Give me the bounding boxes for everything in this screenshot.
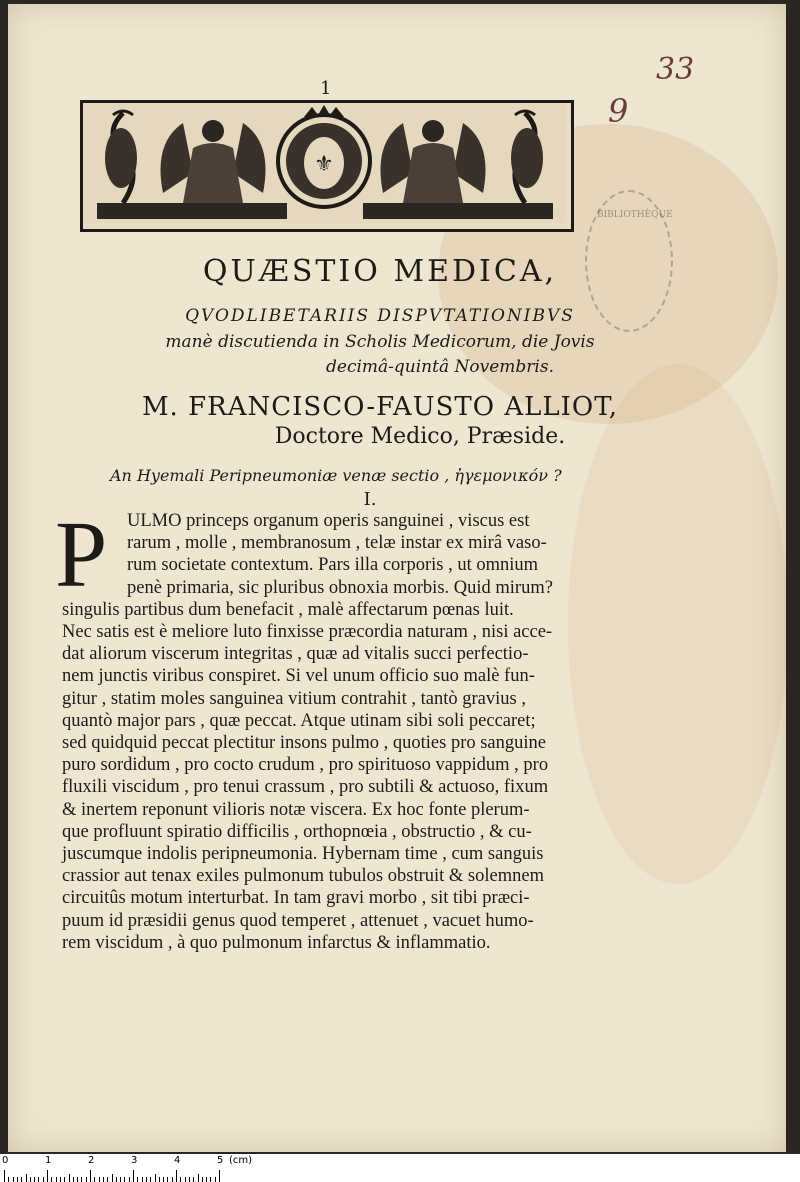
ruler-tick	[73, 1177, 74, 1182]
ruler-tick	[4, 1170, 5, 1182]
ruler-label: 3	[131, 1155, 138, 1166]
scale-ruler	[0, 1154, 800, 1182]
body-line: ULMO princeps organum operis sanguinei , viscus est	[127, 511, 530, 531]
svg-text:⚜: ⚜	[314, 152, 334, 177]
handwritten-folio-number: 33	[656, 52, 695, 87]
ruler-tick	[51, 1177, 52, 1182]
ruler-tick	[219, 1170, 220, 1182]
ruler-label: 2	[88, 1155, 95, 1166]
page-number: 1	[320, 78, 332, 99]
ruler-tick	[193, 1177, 194, 1182]
ruler-tick	[176, 1170, 177, 1182]
ruler-tick	[43, 1177, 44, 1182]
body-line: singulis partibus dum benefacit , malè affectarum pœnas luit.	[62, 599, 514, 620]
ruler-tick	[189, 1177, 190, 1182]
ruler-tick	[146, 1177, 147, 1182]
ruler-unit: (cm)	[229, 1155, 253, 1166]
ruler-tick	[103, 1177, 104, 1182]
ruler-tick	[120, 1177, 121, 1182]
ruler-tick	[17, 1177, 18, 1182]
body-line: puro sordidum , pro cocto crudum , pro spirituoso vappidum , pro	[62, 755, 549, 776]
ruler-label: 5	[217, 1155, 224, 1166]
ruler-tick	[137, 1177, 138, 1182]
ruler-tick	[129, 1177, 130, 1182]
ruler-tick	[150, 1177, 151, 1182]
ruler-tick	[185, 1177, 186, 1182]
section-number: I.	[363, 489, 377, 510]
ruler-tick	[13, 1177, 14, 1182]
ruler-tick	[107, 1177, 108, 1182]
ruler-tick	[86, 1177, 87, 1182]
ruler-tick	[60, 1177, 61, 1182]
ruler-tick	[163, 1177, 164, 1182]
ruler-tick	[142, 1177, 143, 1182]
question-heading: An Hyemali Peripneumoniæ venæ sectio , ἡγεμονικόν ?	[110, 466, 562, 485]
ruler-tick	[215, 1177, 216, 1182]
ruler-tick	[99, 1177, 100, 1182]
drop-cap: P	[55, 503, 108, 607]
body-line: rem viscidum , à quo pulmonum infarctus & inflammatio.	[62, 932, 491, 953]
ruler-tick	[90, 1170, 91, 1182]
ruler-tick	[167, 1177, 168, 1182]
ruler-tick	[77, 1177, 78, 1182]
body-line: nem junctis viribus conspiret. Si vel unum officio suo malè fun-	[62, 666, 535, 687]
document-title: QUÆSTIO MEDICA,	[202, 254, 558, 289]
ruler-tick	[210, 1177, 211, 1182]
ruler-tick	[155, 1174, 156, 1182]
body-line: juscumque indolis peripneumonia. Hybernam time , cum sanguis	[62, 844, 544, 864]
stamp-text: BIBLIOTHÈQUE	[597, 210, 673, 220]
body-line: fluxili viscidum , pro tenui crassum , pro subtili & actuoso, fixum	[62, 777, 549, 798]
ruler-tick	[124, 1177, 125, 1182]
body-line: gitur , statim moles sanguinea vitium contrahit , tantò gravius ,	[62, 688, 526, 709]
body-line: penè primaria, sic pluribus obnoxia morbis. Quid mirum?	[127, 577, 553, 598]
ruler-tick	[64, 1177, 65, 1182]
ruler-tick	[180, 1177, 181, 1182]
ruler-tick	[38, 1177, 39, 1182]
ruler-tick	[56, 1177, 57, 1182]
ruler-tick	[34, 1177, 35, 1182]
president-role: Doctore Medico, Præside.	[274, 424, 566, 449]
ruler-tick	[206, 1177, 207, 1182]
ruler-tick	[94, 1177, 95, 1182]
ruler-tick	[159, 1177, 160, 1182]
body-line: Nec satis est è meliore luto finxisse præcordia naturam , nisi acce-	[62, 622, 553, 642]
subtitle-line: decimâ-quintâ Novembris.	[326, 357, 554, 377]
subtitle-line: QVODLIBETARIIS DISPVTATIONIBVS	[185, 306, 575, 326]
body-line: & inertem reponunt vilioris notæ viscera. Ex hoc fonte plerum-	[62, 799, 530, 820]
body-line: rarum , molle , membranosum , telæ instar ex mirâ vaso-	[127, 533, 547, 554]
president-name: M. FRANCISCO-FAUSTO ALLIOT,	[141, 392, 619, 422]
subtitle-line: manè discutienda in Scholis Medicorum, die Jovis	[165, 332, 595, 352]
body-line: sed quidquid peccat plectitur insons pulmo , quoties pro sanguine	[62, 733, 546, 753]
ruler-tick	[21, 1177, 22, 1182]
ruler-tick	[30, 1177, 31, 1182]
ruler-tick	[172, 1177, 173, 1182]
ruler-label: 4	[174, 1155, 181, 1166]
body-line: que profluunt spiratio difficilis , orthopnœia , obstructio , & cu-	[62, 821, 532, 842]
ruler-tick	[133, 1170, 134, 1182]
body-line: circuitûs motum interturbat. In tam gravi morbo , sit tibi præci-	[62, 888, 530, 909]
headpiece-engraving	[83, 103, 565, 223]
ruler-tick	[202, 1177, 203, 1182]
ruler-tick	[112, 1174, 113, 1182]
body-line: crassior aut tenax exiles pulmonum tubulos obstruit & solemnem	[62, 866, 544, 887]
ruler-tick	[198, 1174, 199, 1182]
ruler-label: 0	[2, 1155, 9, 1166]
ruler-label: 1	[45, 1155, 52, 1166]
ruler-tick	[69, 1174, 70, 1182]
ruler-tick	[116, 1177, 117, 1182]
handwritten-side-number: 9	[608, 92, 629, 130]
body-line: puum id præsidii genus quod temperet , attenuet , vacuet humo-	[62, 910, 534, 931]
ruler-tick	[81, 1177, 82, 1182]
body-line: rum societate contextum. Pars illa corporis , ut omnium	[127, 555, 539, 576]
ruler-tick	[26, 1174, 27, 1182]
body-line: quantò major pars , quæ peccat. Atque utinam sibi soli peccaret;	[62, 710, 536, 731]
decorative-headpiece	[80, 100, 574, 232]
ruler-tick	[47, 1170, 48, 1182]
body-line: dat aliorum viscerum integritas , quæ ad vitalis succi perfectio-	[62, 644, 529, 665]
ruler-tick	[8, 1177, 9, 1182]
